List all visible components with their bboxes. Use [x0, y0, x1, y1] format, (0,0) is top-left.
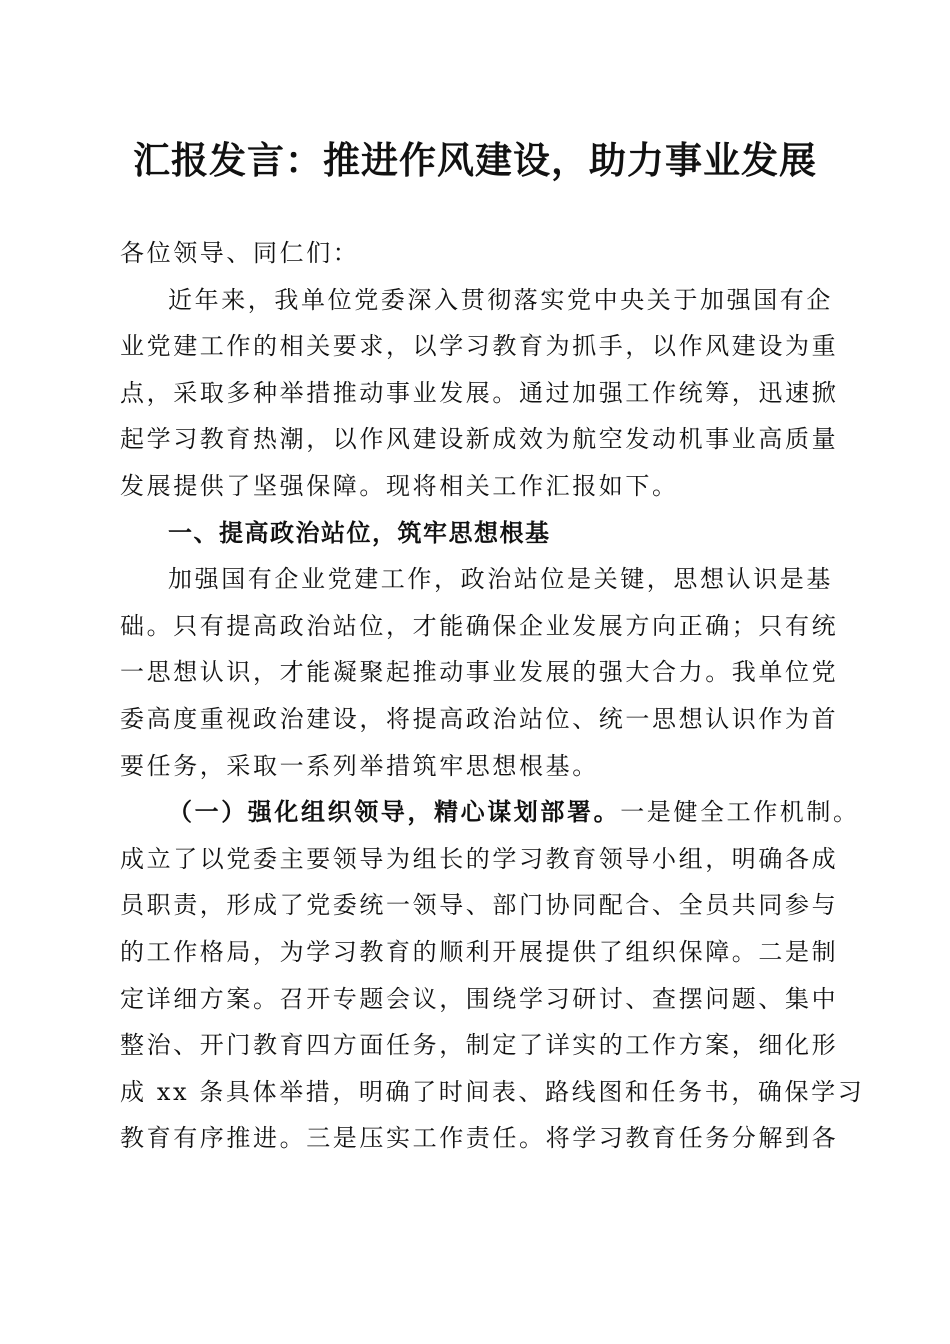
section-heading: 一、提高政治站位，筑牢思想根基: [168, 518, 551, 547]
subsection-first-text: 一是健全工作机制。: [620, 798, 860, 827]
subsection-heading: （一）强化组织领导，精心谋划部署。: [168, 797, 621, 827]
paragraph-line: 要任务，采取一系列举措筑牢思想根基。: [120, 751, 599, 780]
paragraph-line: 一思想认识，才能凝聚起推动事业发展的强大合力。我单位党: [120, 658, 839, 687]
paragraph-line: 教育有序推进。三是压实工作责任。将学习教育任务分解到各: [120, 1124, 839, 1153]
paragraph-line: 起学习教育热潮，以作风建设新成效为航空发动机事业高质量: [120, 425, 839, 454]
paragraph-line: 的工作格局，为学习教育的顺利开展提供了组织保障。二是制: [120, 937, 839, 966]
document-title: 汇报发言：推进作风建设，助力事业发展: [133, 138, 817, 182]
paragraph-line: 委高度重视政治建设，将提高政治站位、统一思想认识作为首: [120, 704, 839, 733]
paragraph-line: 整治、开门教育四方面任务，制定了详实的工作方案，细化形: [120, 1031, 839, 1060]
paragraph-line: 成立了以党委主要领导为组长的学习教育领导小组，明确各成: [120, 844, 839, 873]
subsection-first-line: [120, 789, 860, 836]
paragraph-line: 发展提供了坚强保障。现将相关工作汇报如下。: [120, 471, 679, 500]
paragraph-line: 近年来，我单位党委深入贯彻落实党中央关于加强国有企: [168, 285, 833, 314]
paragraph-line: 成 xx 条具体举措，明确了时间表、路线图和任务书，确保学习: [120, 1077, 865, 1106]
paragraph-line: 础。只有提高政治站位，才能确保企业发展方向正确；只有统: [120, 611, 839, 640]
paragraph-line: 定详细方案。召开专题会议，围绕学习研讨、查摆问题、集中: [120, 984, 839, 1013]
salutation: 各位领导、同仁们：: [120, 239, 360, 267]
paragraph-line: 加强国有企业党建工作，政治站位是关键，思想认识是基: [168, 565, 833, 594]
document-body: [120, 230, 865, 1162]
paragraph-line: 点，采取多种举措推动事业发展。通过加强工作统筹，迅速掀: [120, 378, 839, 407]
paragraph-line: 员职责，形成了党委统一领导、部门协同配合、全员共同参与: [120, 891, 839, 920]
paragraph-line: 业党建工作的相关要求，以学习教育为抓手，以作风建设为重: [120, 332, 839, 361]
